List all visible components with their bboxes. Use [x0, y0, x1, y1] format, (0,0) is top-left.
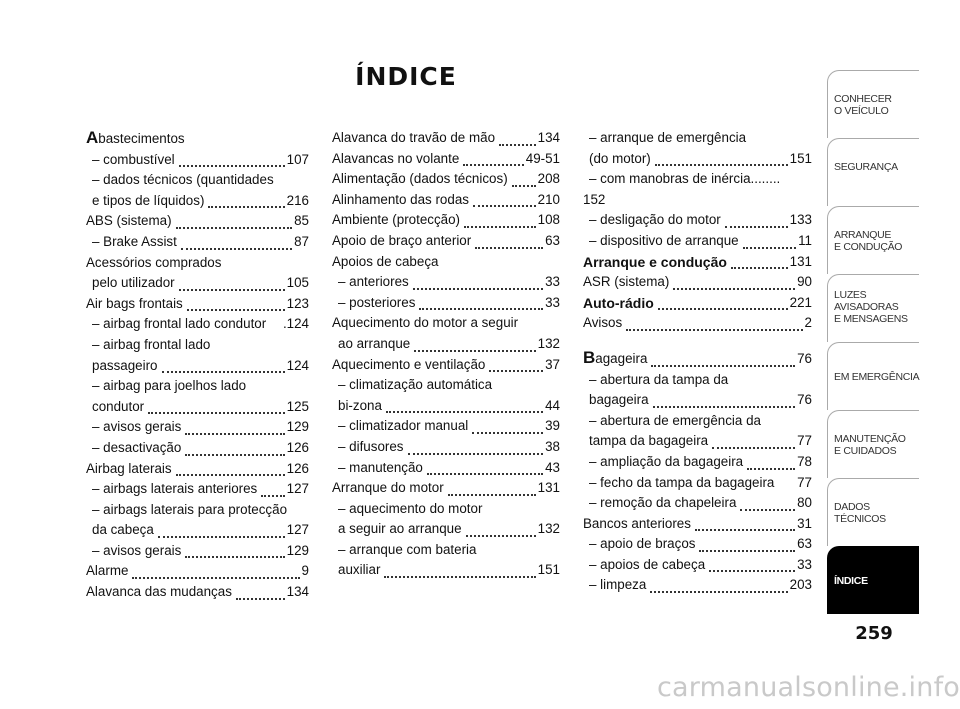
page-title: ÍNDICE [355, 62, 457, 91]
index-entry[interactable]: Bancos anteriores 31 [583, 515, 812, 531]
index-entry[interactable]: – apoio de braços 63 [589, 536, 812, 552]
tab-seguranca[interactable]: SEGURANÇA [827, 138, 919, 206]
index-entry[interactable]: Airbag laterais 126 [86, 460, 309, 476]
index-entry[interactable]: – desligação do motor 133 [589, 212, 812, 228]
index-entry[interactable]: – remoção da chapeleira 80 [589, 495, 812, 511]
index-entry[interactable]: Arranque e condução 131 [583, 253, 812, 270]
tab-manutencao-e-cuidados[interactable]: MANUTENÇÃO E CUIDADOS [827, 410, 919, 478]
tab-em-emergencia[interactable]: EM EMERGÊNCIA [827, 342, 919, 410]
index-entry[interactable]: Alimentação (dados técnicos) 208 [332, 171, 560, 187]
index-entry[interactable]: pelo utilizador 105 [92, 275, 309, 291]
index-entry[interactable]: Apoio de braço anterior 63 [332, 232, 560, 248]
index-entry-page: 152 [583, 191, 606, 207]
index-entry[interactable]: – posteriores 33 [338, 294, 560, 310]
index-entry[interactable]: – avisos gerais 129 [92, 419, 309, 435]
index-entry[interactable]: Auto-rádio 221 [583, 294, 812, 311]
index-entry[interactable]: (do motor) 151 [589, 150, 812, 166]
page-number: 259 [855, 623, 893, 644]
tab-luzes-avisadoras[interactable]: LUZES AVISADORAS E MENSAGENS [827, 274, 919, 342]
section-initial: A [86, 128, 99, 147]
index-entry[interactable]: – apoios de cabeça 33 [589, 556, 812, 572]
index-entry-line: – abertura de emergência da [589, 412, 761, 428]
tab-indice[interactable]: ÍNDICE [827, 546, 919, 614]
index-entry[interactable]: – desactivação 126 [92, 439, 309, 455]
index-entry[interactable]: – combustível 107 [92, 151, 309, 167]
index-entry[interactable]: – difusores 38 [338, 438, 560, 454]
index-entry[interactable]: bagageira 76 [589, 392, 812, 408]
section-initial: B [583, 347, 596, 367]
index-entry-line: – abertura da tampa da [589, 371, 729, 387]
tab-conhecer-o-veiculo[interactable]: CONHECER O VEÍCULO [827, 70, 919, 138]
index-entry-line: – dados técnicos (quantidades [92, 172, 274, 188]
index-entry[interactable]: – fecho da tampa da bagageira 77 [589, 474, 812, 490]
index-entry-line: – climatização automática [338, 377, 493, 393]
index-entry[interactable]: Aquecimento e ventilação 37 [332, 356, 560, 372]
index-entry[interactable]: bi-zona 44 [338, 397, 560, 413]
section-tabs [827, 70, 919, 614]
index-entry[interactable]: – anteriores 33 [338, 274, 560, 290]
index-entry-line: – com manobras de inércia........ [589, 171, 781, 187]
index-entry[interactable]: Air bags frontais 123 [86, 295, 309, 311]
index-heading-abastecimentos: Abastecimentos [86, 128, 185, 147]
index-entry-line: – aquecimento do motor [338, 500, 483, 516]
index-entry-line: – arranque de emergência [589, 130, 747, 145]
index-entry[interactable]: Alinhamento das rodas 210 [332, 191, 560, 207]
tab-arranque-e-conducao[interactable]: ARRANQUE E CONDUÇÃO [827, 206, 919, 274]
index-entry[interactable]: – Brake Assist 87 [92, 233, 309, 249]
tab-dados-tecnicos[interactable]: DADOS TÉCNICOS [827, 478, 919, 546]
index-column-1 [86, 128, 309, 603]
index-entry[interactable]: Avisos 2 [583, 315, 812, 331]
index-entry-line: – arranque com bateria [338, 541, 477, 557]
index-entry-line: – airbags laterais para protecção [92, 501, 288, 517]
index-entry[interactable]: Arranque do motor 131 [332, 480, 560, 496]
index-entry-line: – airbag frontal lado [92, 336, 211, 352]
index-entry[interactable]: – manutenção 43 [338, 459, 560, 475]
watermark: carmanualsonline.info [657, 672, 960, 703]
index-entry-line: – airbag para joelhos lado [92, 378, 247, 394]
index-entry[interactable]: a seguir ao arranque 132 [338, 521, 560, 537]
index-entry-line: Acessórios comprados [86, 254, 222, 270]
index-entry-line: Aquecimento do motor a seguir [332, 315, 519, 331]
index-entry[interactable]: – airbag frontal lado condutor .124 [92, 316, 309, 332]
index-column-3 [583, 128, 812, 596]
index-entry[interactable]: auxiliar 151 [338, 562, 560, 578]
index-entry-line: Apoios de cabeça [332, 253, 439, 269]
index-entry[interactable]: Alavancas no volante 49-51 [332, 150, 560, 166]
index-entry[interactable]: condutor 125 [92, 398, 309, 414]
index-entry[interactable]: – ampliação da bagageira 78 [589, 453, 812, 469]
index-entry[interactable]: Alarme 9 [86, 563, 309, 579]
index-entry[interactable]: – dispositivo de arranque 11 [589, 232, 812, 248]
index-entry[interactable]: ASR (sistema) 90 [583, 274, 812, 290]
index-entry[interactable]: passageiro 124 [92, 357, 309, 373]
index-entry[interactable]: Alavanca das mudanças 134 [86, 584, 309, 600]
index-entry[interactable]: ao arranque 132 [338, 335, 560, 351]
index-entry[interactable]: ABS (sistema) 85 [86, 213, 309, 229]
index-entry[interactable]: Ambiente (protecção) 108 [332, 212, 560, 228]
index-entry[interactable]: – airbags laterais anteriores 127 [92, 481, 309, 497]
index-entry[interactable]: – limpeza 203 [589, 577, 812, 593]
index-entry[interactable]: – avisos gerais 129 [92, 542, 309, 558]
index-entry[interactable]: e tipos de líquidos) 216 [92, 192, 309, 208]
index-column-2 [332, 128, 560, 581]
index-entry[interactable]: da cabeça 127 [92, 522, 309, 538]
index-entry[interactable]: – climatizador manual 39 [338, 418, 560, 434]
index-entry[interactable]: tampa da bagageira 77 [589, 433, 812, 449]
index-entry[interactable]: Alavanca do travão de mão 134 [332, 130, 560, 145]
index-entry[interactable]: Bagageira 76 [583, 347, 812, 367]
